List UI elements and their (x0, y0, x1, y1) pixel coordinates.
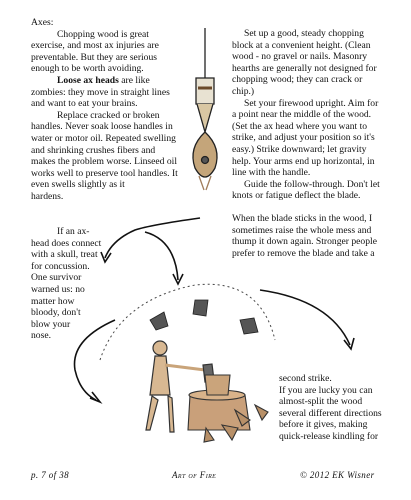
chopping-block (188, 375, 268, 442)
second-strike-line: second strike. (279, 373, 332, 384)
right-bottom-text (265, 373, 395, 443)
page-number: p. 7 of 38 (31, 470, 70, 480)
concussion-line: blow your (31, 318, 71, 330)
hanging-ax-drawing (193, 28, 217, 190)
loose-heads-paragraph (31, 75, 179, 110)
section-heading: Axes: (31, 17, 54, 28)
copyright: © 2012 EK Wisner (300, 470, 375, 480)
concussion-line: If an ax- (57, 226, 90, 237)
kindling-line: almost-split the wood (279, 396, 363, 408)
loose-heads-bold: Loose ax heads (57, 74, 119, 86)
handles-paragraph: Replace cracked or broken handles. Never soak loose handles in water or motor oil. Repeated swelling and shrinking crushes fibers and makes the problem worse. Linseed oil works well to preserve tool handles. It even swells slightly as it (31, 109, 178, 191)
concussion-line: bloody, don't (31, 307, 81, 319)
concussion-line: warned us: no (31, 283, 85, 295)
upright-paragraph: Set your firewood upright. Aim for a point near the middle of the wood. (Set the ax head where you want to strike, and adjust your position so it's easy.) Strike downward; let gravity help. Your arms end up horizontal, in line with the handle. (232, 97, 379, 179)
block-paragraph: Set up a good, steady chopping block at a convenient height. (Clean wood - no gravel or nails. Masonry hearths are generally not designed for chopping wood; they can crack or chip.) (232, 28, 377, 97)
floating-ax-heads (150, 300, 258, 334)
concussion-line: with a skull, treat (31, 249, 98, 261)
concussion-line: nose. (31, 330, 51, 342)
stuck-blade-paragraph: When the blade sticks in the wood, I sometimes raise the whole mess and thump it down again. Stronger people prefer to remove the blade and take a (232, 212, 377, 259)
concussion-line: One survivor (31, 272, 82, 284)
handles-paragraph-end: hardens. (31, 190, 64, 202)
concussion-line: head does connect (31, 237, 102, 249)
concussion-line: matter how (31, 295, 75, 307)
loose-heads-rest: are like zombies: they move in straight lines and want to eat your brains. (31, 74, 170, 110)
left-column (31, 17, 179, 203)
right-column (232, 28, 384, 259)
concussion-paragraph (31, 226, 131, 342)
kindling-line: several different directions (279, 407, 382, 419)
concussion-line: for concussion. (31, 260, 90, 272)
intro-paragraph: Chopping wood is great exercise, and most ax injuries are preventable. But they are serious enough to be worth avoiding. (31, 28, 159, 75)
book-title: Art of Fire (172, 470, 217, 480)
kindling-line: quick-release kindling for (279, 430, 379, 442)
kindling-line: If you are lucky you can (279, 384, 373, 396)
kindling-line: before it gives, making (279, 419, 368, 431)
follow-through-paragraph: Guide the follow-through. Don't let knots or fatigue deflect the blade. (232, 178, 380, 202)
